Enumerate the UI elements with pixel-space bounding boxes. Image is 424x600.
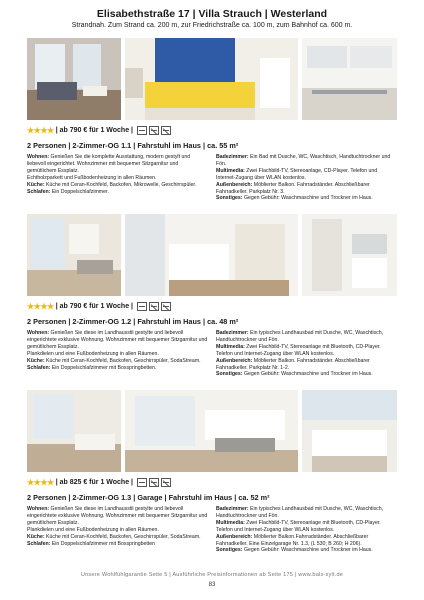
bedroom-photo <box>302 390 397 472</box>
kitchen-photo <box>302 38 397 120</box>
bedroom-photo <box>125 38 298 120</box>
star-rating: ★★★★ <box>27 125 54 135</box>
description-left: Wohnen: Genießen Sie die komplette Ausstattung, modern gestylt und liebevoll eingerichtet. Wohnzimmer mit bequemer Sitzgarnitur und gemütlichem Essplatz. Echtholzparkett und Fußbodenheizung in allen Räumen. Küche: Küche mit Ceran-Kochfeld, Backofen, Mikrowelle, Geschirrspüler. Schlafen: Ein Doppelschlafzimmer. <box>27 154 197 195</box>
apartment-heading: 2 Personen | 2-Zimmer-OG 1.2 | Fahrstuhl im Haus | ca. 48 m² <box>27 317 239 326</box>
living-room-photo <box>27 214 121 296</box>
star-rating: ★★★★ <box>27 477 54 487</box>
description-left: Wohnen: Genießen Sie diese im Landhausstil gestylte und liebevoll eingerichtete exklusive Wohnung. Wohnzimmer mit bequemer Sitzgarnitur und gemütlichem Essplatz. Plankdielen und eine Fußbodenheizung in allen Räumen. Küche: Küche mit Ceran-Kochfeld, Backofen, Geschirrspüler, SodaStream. Schlafen: Ein Doppelschlafzimmer mit Boxspringbetten <box>27 506 208 547</box>
photo-row <box>27 38 397 120</box>
price-text: | ab 790 € für 1 Woche | <box>55 302 134 310</box>
apartment-section-1-3 <box>27 390 397 554</box>
apartment-heading: 2 Personen | 2-Zimmer-OG 1.3 | Garage | Fahrstuhl im Haus | ca. 52 m² <box>27 493 270 502</box>
apartment-heading: 2 Personen | 2-Zimmer-OG 1.1 | Fahrstuhl im Haus | ca. 55 m² <box>27 141 239 150</box>
rating-line <box>27 124 397 136</box>
page-number: 83 <box>208 582 216 588</box>
footer-links[interactable]: Unsere Wohlfühlgarantie Seite 5 | Ausführliche Preisinformationen ab Seite 175 | www.bals-sylt.de <box>80 572 344 578</box>
pet-icon <box>137 126 147 135</box>
no-smoking-icon <box>149 126 159 135</box>
no-pets-icon <box>161 126 171 135</box>
no-smoking-icon <box>149 302 159 311</box>
description-left: Wohnen: Genießen Sie diese im Landhausstil gestylte und liebevoll eingerichtete exklusive Wohnung. Wohnzimmer mit bequemer Sitzgarnitur und gemütlichem Essplatz. Plankdielen und eine Fußbodenheizung in allen Räumen. Küche: Küche mit Ceran-Kochfeld, Backofen, Geschirrspüler, SodaStream. Schlafen: Ein Doppelschlafzimmer mit Boxspringbetten. <box>27 330 208 371</box>
description-right: Badezimmer: Ein typisches Landhausbad mit Dusche, WC, Waschtisch, Handtuchtrockner und Fön. Multimedia: Zwei Flachbild-TV, Stereoanlage mit Bluetooth, CD-Player. Telefon und Internet-Zugang über WLAN kostenlos. Außenbereich: Möblierter Balkon. Fahrradständer. Abschließbarer Fahrradkeller. Parkplatz Nr. 1-2. Sonstiges: Gegen Gebühr: Waschmaschine und Trockner im Haus. <box>216 330 384 378</box>
page-subtitle: Strandnah. Zum Strand ca. 200 m, zur Friedrichstraße ca. 100 m, zum Bahnhof ca. 600 m. <box>71 22 353 29</box>
kitchen-photo <box>125 390 298 472</box>
page-title: Elisabethstraße 17 | Villa Strauch | Westerland <box>96 8 328 20</box>
description-right: Badezimmer: Ein typisches Landhausbad mit Dusche, WC, Waschtisch, Handtuchtrockner und Fön. Multimedia: Zwei Flachbild-TV, Stereoanlage mit Bluetooth, CD-Player. Telefon und Internet-Zugang über WLAN kostenlos. Außenbereich: Möblierter Balkon.Fahrradständer. Abschließbarer Fahrradkeller. Eine Einzelgarage Nr. 1.3, (L 530; B 260; H 206). Sonstiges: Gegen Gebühr: Waschmaschine und Trockner im Haus. <box>216 506 384 554</box>
description-right: Badezimmer: Ein Bad mit Dusche, WC, Waschtisch, Handtuchtrockner und Fön. Multimedia: Zwei Flachbild-TV, Stereoanlage, CD-Player. Telefon und Internet-Zugang über WLAN kostenlos. Außenbereich: Möblierter Balkon. Fahrradständer. Abschließbarer Fahrradkeller. Parkplatz Nr. 3. Sonstiges: Gegen Gebühr: Waschmaschine und Trockner im Haus. <box>216 154 391 202</box>
kitchen-photo <box>125 214 298 296</box>
apartment-section-1-1 <box>27 38 397 202</box>
apartment-section-1-2 <box>27 214 397 378</box>
pet-icon <box>137 302 147 311</box>
photo-row <box>27 214 397 296</box>
living-room-photo <box>27 390 121 472</box>
no-pets-icon <box>161 302 171 311</box>
price-text: | ab 825 € für 1 Woche | <box>55 478 134 486</box>
price-text: | ab 790 € für 1 Woche | <box>55 126 134 134</box>
rating-line <box>27 300 397 312</box>
no-pets-icon <box>161 478 171 487</box>
no-smoking-icon <box>149 478 159 487</box>
living-room-photo <box>27 38 121 120</box>
bathroom-photo <box>302 214 397 296</box>
pet-icon <box>137 478 147 487</box>
star-rating: ★★★★ <box>27 301 54 311</box>
rating-line <box>27 476 397 488</box>
photo-row <box>27 390 397 472</box>
